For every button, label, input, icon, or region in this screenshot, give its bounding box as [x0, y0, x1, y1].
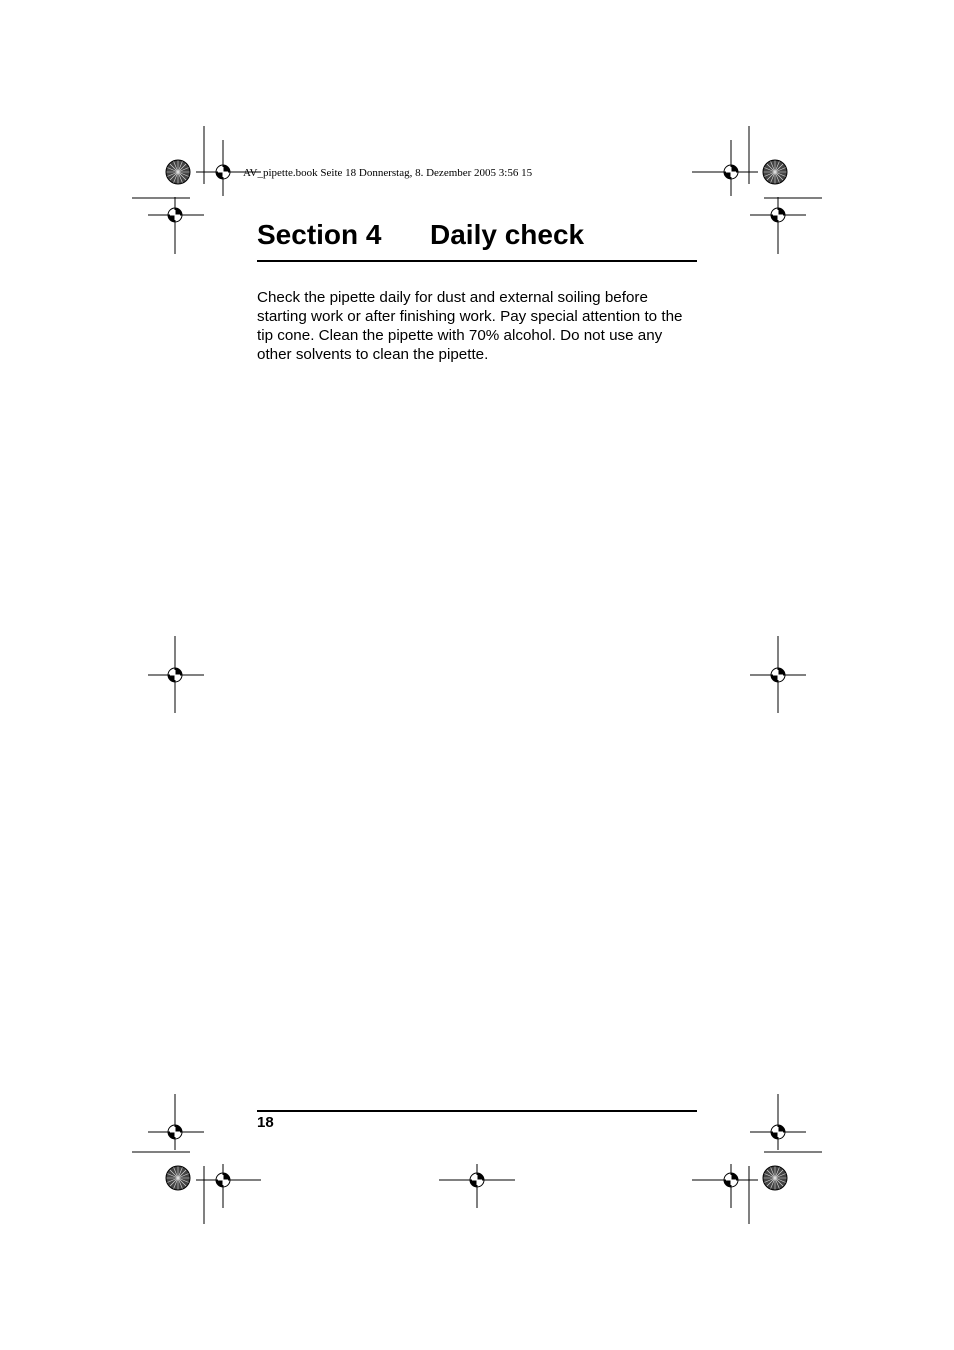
print-slug: AV_pipette.book Seite 18 Donnerstag, 8. Dezember 2005 3:56 15	[243, 167, 533, 179]
registration-mark-top-left-v	[148, 197, 204, 254]
registration-mark-bottom-center	[439, 1164, 515, 1208]
registration-mark-top-right-h	[692, 140, 758, 196]
section-number: Section 4	[257, 219, 382, 250]
registration-mark-bottom-left-h	[196, 1164, 261, 1208]
section-title: Daily check	[430, 219, 585, 250]
star-target-top-left	[166, 160, 190, 184]
heading-rule	[257, 260, 697, 262]
registration-mark-middle-left	[148, 636, 204, 713]
star-target-bottom-left	[166, 1166, 190, 1190]
registration-mark-bottom-right-h	[692, 1164, 758, 1208]
star-target-top-right	[763, 160, 787, 184]
footer-rule	[257, 1110, 697, 1112]
registration-mark-bottom-right-v	[750, 1094, 806, 1150]
registration-mark-top-right-v	[750, 197, 806, 254]
registration-mark-middle-right	[750, 636, 806, 713]
registration-mark-bottom-left-v	[148, 1094, 204, 1150]
body-paragraph: Check the pipette daily for dust and external soiling before starting work or after finishing work. Pay special attention to the tip cone. Clean the pipette with 70% alcohol. Do not use any other solvents to clean the pipette.	[257, 289, 683, 363]
page-number: 18	[257, 1114, 274, 1131]
star-target-bottom-right	[763, 1166, 787, 1190]
section-heading	[257, 216, 584, 254]
